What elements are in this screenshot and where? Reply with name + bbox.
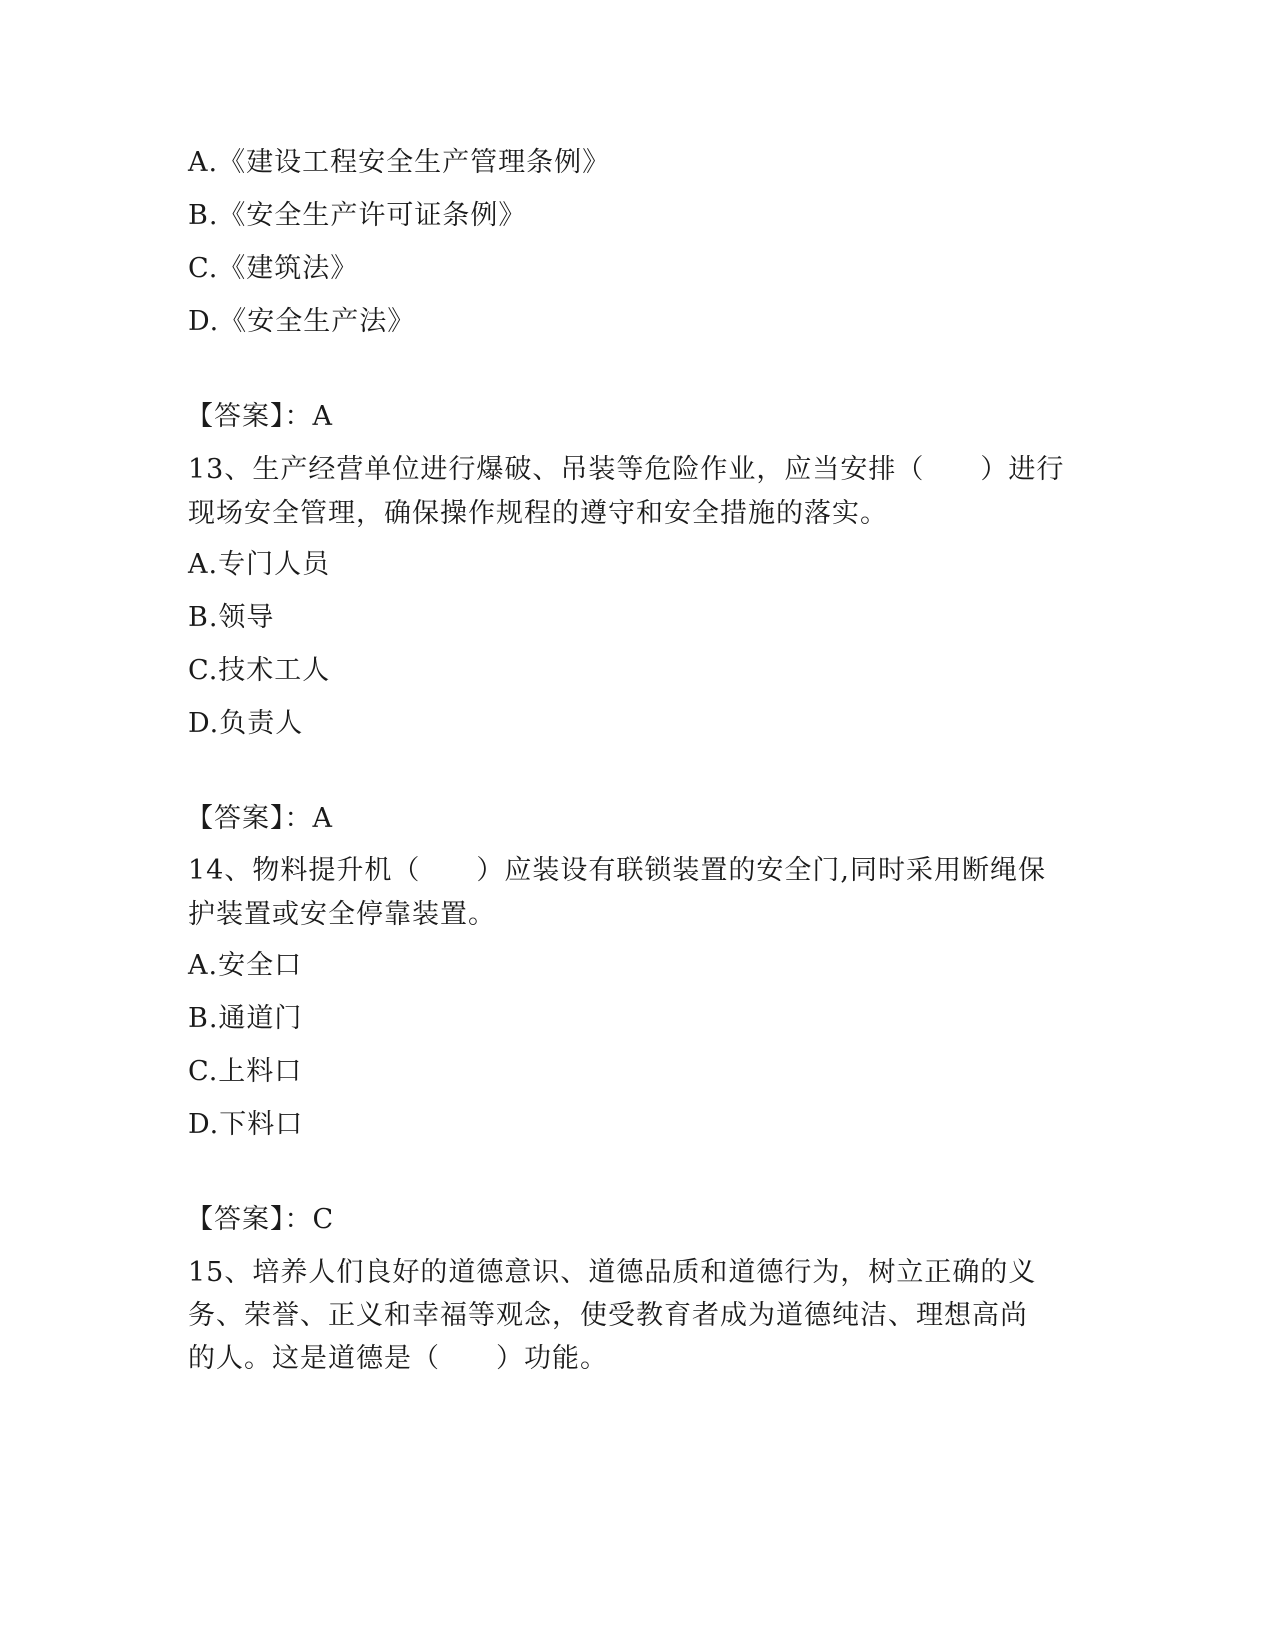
q13-option-d: D.负责人 bbox=[188, 708, 304, 739]
q12-option-d: D.《安全生产法》 bbox=[188, 306, 416, 337]
q15-stem-line-1: 15、培养人们良好的道德意识、道德品质和道德行为，树立正确的义 bbox=[188, 1257, 1037, 1288]
q13-option-b: B.领导 bbox=[188, 602, 275, 633]
q13-stem-line-2: 现场安全管理，确保操作规程的遵守和安全措施的落实。 bbox=[188, 498, 888, 529]
q12-option-c: C.《建筑法》 bbox=[188, 253, 359, 284]
q13-option-a: A.专门人员 bbox=[188, 549, 331, 580]
q13-stem-line-1: 13、生产经营单位进行爆破、吊装等危险作业，应当安排（ ）进行 bbox=[188, 454, 1065, 485]
q15-stem-line-2: 务、荣誉、正义和幸福等观念，使受教育者成为道德纯洁、理想高尚 bbox=[188, 1300, 1028, 1331]
q14-answer: 【答案】：C bbox=[186, 1204, 335, 1235]
q12-answer: 【答案】：A bbox=[186, 401, 333, 432]
q13-option-c: C.技术工人 bbox=[188, 655, 331, 686]
q12-option-b: B.《安全生产许可证条例》 bbox=[188, 200, 527, 231]
q14-option-c: C.上料口 bbox=[188, 1056, 303, 1087]
q14-option-b: B.通道门 bbox=[188, 1003, 303, 1034]
q14-stem-line-2: 护装置或安全停靠装置。 bbox=[188, 899, 496, 930]
q15-stem-line-3: 的人。这是道德是（ ）功能。 bbox=[188, 1343, 608, 1374]
q14-option-d: D.下料口 bbox=[188, 1109, 304, 1140]
q13-answer: 【答案】：A bbox=[186, 803, 333, 834]
q12-option-a: A.《建设工程安全生产管理条例》 bbox=[188, 147, 611, 178]
q14-stem-line-1: 14、物料提升机（ ）应装设有联锁装置的安全门,同时采用断绳保 bbox=[188, 855, 1046, 886]
q14-option-a: A.安全口 bbox=[188, 950, 303, 981]
